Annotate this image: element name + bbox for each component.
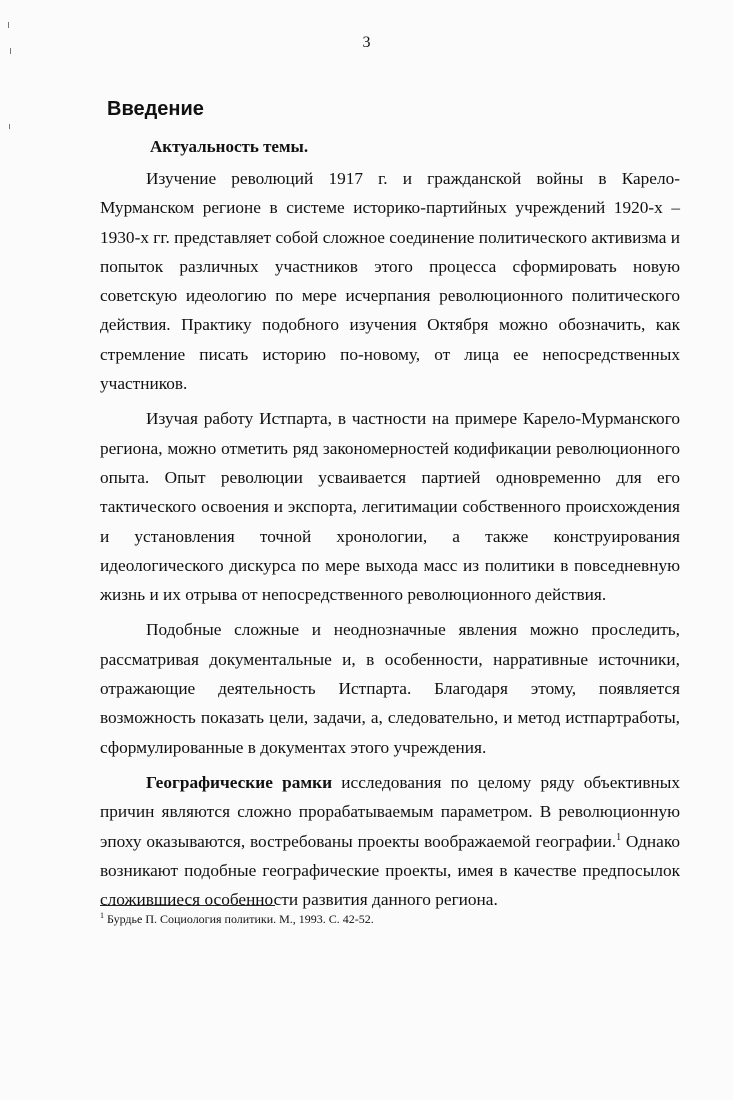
paragraph-2: Изучая работу Истпарта, в частности на примере Карело-Мурманского региона, можно отметить ряд закономерностей кодификации революционного опыта. Опыт революции усваивается партией одновременно для его тактического освоения и экспорта, легитимации собственного происхождения и установления точной хронологии, а также конструирования идеологического дискурса по мере выхода масс из политики в повседневную жизнь и их отрыва от непосредственного революционного действия.	[100, 409, 680, 605]
bold-term: Географические рамки	[146, 772, 333, 792]
paragraph-1: Изучение революций 1917 г. и гражданской войны в Карело-Мурманском регионе в системе историко-партийных учреждений 1920-х – 1930-х гг. представляет собой сложное соединение политического активизма и попыток различных участников этого процесса сформировать новую советскую идеологию по мере исчерпания революционного политического действия. Практику подобного изучения Октября можно обозначить, как стремление писать историю по-новому, от лица ее непосредственных участников.	[100, 169, 680, 394]
body-text	[100, 164, 680, 914]
paragraph-4-text-after: Однако возникают подобные географические проекты, имея в качестве предпосылок сложившиеся особенности развития данного региона.	[100, 831, 680, 910]
page-number: 3	[362, 34, 371, 51]
paragraph-4-text: исследования по целому ряду объективных причин являются сложно прорабатываемым параметром. В революционную эпоху оказываются, востребованы проекты воображаемой географии.	[100, 772, 680, 851]
footnote-marker: 1	[100, 911, 104, 920]
paragraph-4	[100, 768, 680, 914]
paragraph-3: Подобные сложные и неоднозначные явления можно проследить, рассматривая документальные и, в особенности, нарративные источники, отражающие деятельность Истпарта. Благодаря этому, появляется возможность показать цели, задачи, а, следовательно, и метод истпартработы, сформулированные в документах этого учреждения.	[100, 620, 680, 757]
subsection-heading: Актуальность темы.	[150, 137, 309, 156]
scan-artifact	[9, 124, 10, 129]
scan-artifact	[8, 22, 9, 28]
footnote	[100, 912, 680, 927]
footnote-divider	[100, 905, 275, 906]
footnote-reference[interactable]: 1	[616, 831, 622, 843]
footnote-text: Бурдье П. Социология политики. М., 1993. С. 42-52.	[104, 912, 374, 926]
section-heading: Введение	[107, 98, 204, 120]
